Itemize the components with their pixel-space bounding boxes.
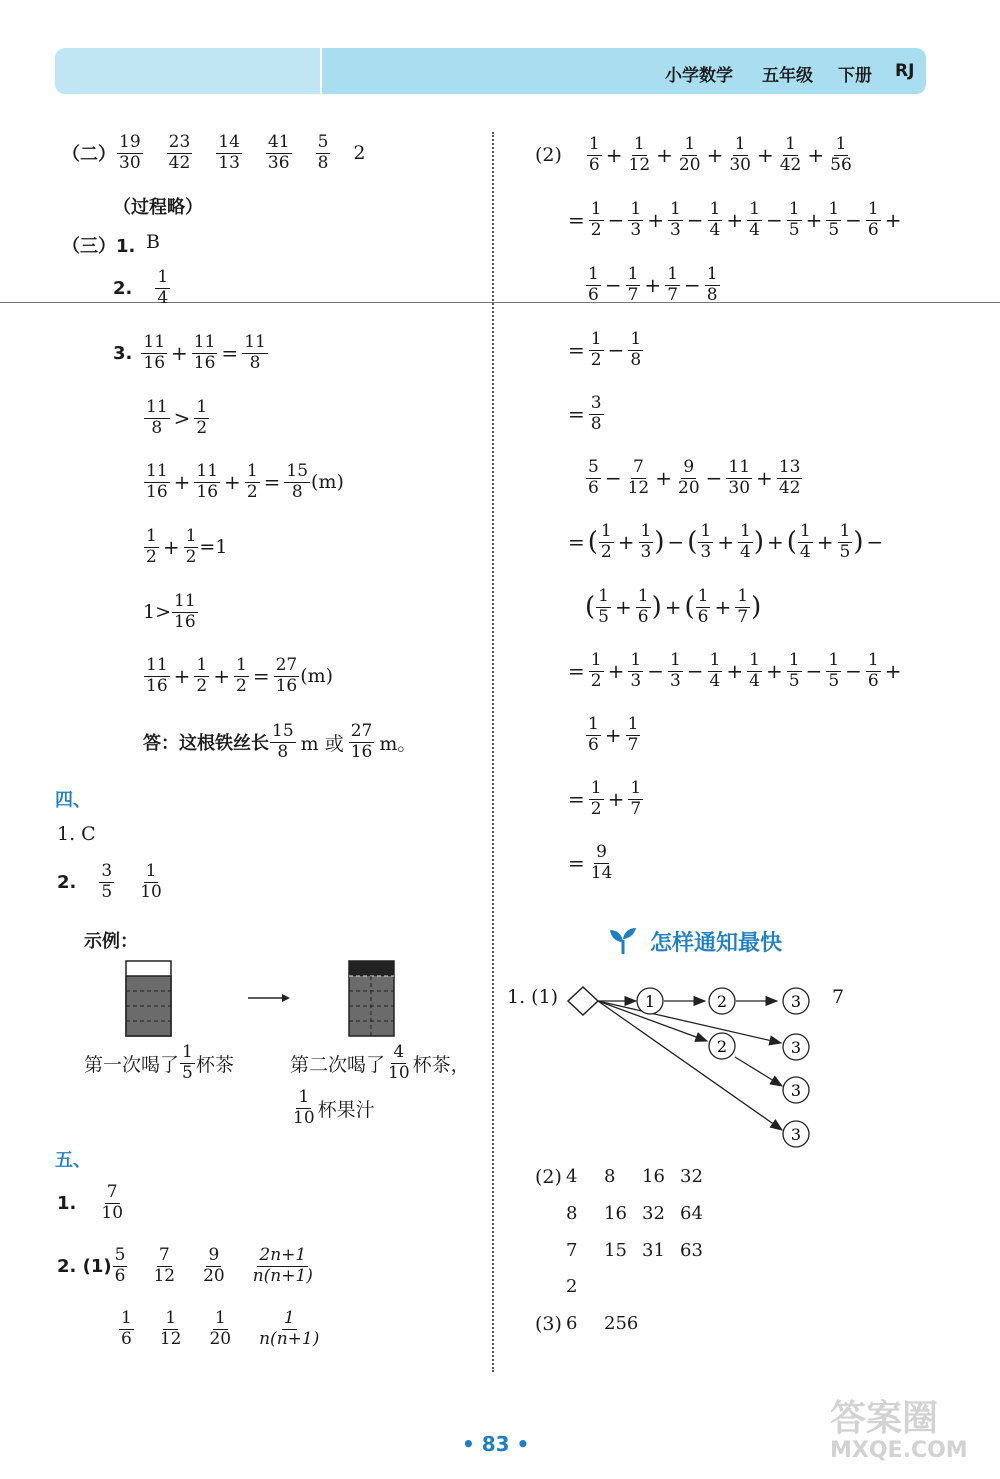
sec3-3-eq1: 3. $\frac{11}{16}$ + $\frac{11}{16}$ = $\frac{11}{8}$ <box>113 332 266 373</box>
node-label: 3 <box>790 1125 802 1144</box>
node-label: 3 <box>790 1081 802 1100</box>
cup-diagram <box>120 958 420 1040</box>
diamond-node <box>568 987 598 1015</box>
sec5-q1: 1. $\frac{7}{10}$ <box>57 1182 124 1223</box>
node-label: 2 <box>716 1037 728 1056</box>
node-label: 3 <box>790 992 802 1011</box>
node-label: 2 <box>716 992 728 1011</box>
sec2-row: （二） $\frac{19}{30}$ $\frac{23}{42}$ $\frac{14}{13}$ $\frac{41}{36}$ $\frac{5}{8}$ 2 <box>62 132 366 173</box>
q2-row-1: 4 8 16 32 <box>566 1166 703 1187</box>
sec3-ans1: B <box>146 231 160 253</box>
r-eq2: = $\frac{1}{2}$ − $\frac{1}{3}$ + $\frac{1}{3}$ − $\frac{1}{4}$ + $\frac{1}{4}$ − $\frac{1}{5}$ + $\frac{1}{5}$ − $\frac{1}{6}$ + <box>568 199 902 240</box>
q3-label: (3) <box>535 1313 562 1335</box>
sec3-answer: 答：这根铁丝长 $\frac{15}{8}$ m 或 $\frac{27}{16}$ m。 <box>143 721 417 762</box>
example-label: 示例： <box>84 931 138 952</box>
sec4-q1: 1. C <box>57 823 96 845</box>
header-grade: 五年级 <box>762 66 813 86</box>
caption-juice: $\frac{1}{10}$ 杯果汁 <box>293 1087 375 1128</box>
column-divider <box>492 132 494 1372</box>
sec3-2-row: 2. $\frac{1}{4}$ <box>113 267 169 308</box>
cup-first <box>126 961 171 1036</box>
sec5-q2-row2: $\frac{1}{6}$ $\frac{1}{12}$ $\frac{1}{20}$ $\frac{1}{n(n+1)}$ <box>121 1308 320 1349</box>
r-eq5: = $\frac{3}{8}$ <box>568 393 602 434</box>
r-eq8: ( $\frac{1}{5}$ + $\frac{1}{6}$ ) + ( $\frac{1}{6}$ + $\frac{1}{7}$ ) <box>585 586 762 627</box>
r-eq9: = $\frac{1}{2}$ + $\frac{1}{3}$ − $\frac{1}{3}$ − $\frac{1}{4}$ + $\frac{1}{4}$ + $\frac{1}{5}$ − $\frac{1}{5}$ − $\frac{1}{6}$ + <box>568 650 902 691</box>
sec3-3-eq4: $\frac{1}{2}$ + $\frac{1}{2}$ =1 <box>146 526 228 567</box>
header-volume: 下册 <box>838 66 872 86</box>
sec5-label: 五、 <box>55 1150 91 1171</box>
caption-first: 第一次喝了 $\frac{1}{5}$ 杯茶 <box>84 1042 234 1083</box>
sec4-q2: 2. $\frac{3}{5}$ $\frac{1}{10}$ <box>57 861 162 902</box>
r-eq1: (2) $\frac{1}{6}$ + $\frac{1}{12}$ + $\frac{1}{20}$ + $\frac{1}{30}$ + $\frac{1}{42}$ + $\frac{1}{56}$ <box>535 134 852 175</box>
cup-second <box>349 961 394 1036</box>
section-title: 怎样通知最快 <box>650 931 783 956</box>
q2-row-4: 2 <box>566 1276 578 1297</box>
caption-second: 第二次喝了 $\frac{4}{10}$ 杯茶， <box>290 1042 470 1083</box>
q3-values: 6 256 <box>566 1313 639 1334</box>
r-eq11: = $\frac{1}{2}$ + $\frac{1}{7}$ <box>568 778 642 819</box>
node-label: 1 <box>644 992 656 1011</box>
sec3-label: （三）1. <box>62 236 136 257</box>
q2-label: (2) <box>535 1166 562 1188</box>
sprout-icon <box>607 926 639 960</box>
q1-label: 1. (1) <box>507 986 559 1008</box>
q1-answer: 7 <box>832 986 845 1008</box>
r-eq6: $\frac{5}{6}$ − $\frac{7}{12}$ + $\frac{9}{20}$ − $\frac{11}{30}$ + $\frac{13}{42}$ <box>588 457 801 498</box>
watermark-logo: 答案圈 <box>830 1398 939 1439</box>
sec3-3-eq3: $\frac{11}{16}$ + $\frac{11}{16}$ + $\frac{1}{2}$ = $\frac{15}{8}$ (m) <box>146 461 344 502</box>
r-eq7: = ( $\frac{1}{2}$ + $\frac{1}{3}$ ) − ( $\frac{1}{3}$ + $\frac{1}{4}$ ) + ( $\frac{1}{4}$ + $\frac{1}{5}$ ) − <box>568 521 884 562</box>
sec3-3-eq6: $\frac{11}{16}$ + $\frac{1}{2}$ + $\frac{1}{2}$ = $\frac{27}{16}$ (m) <box>146 655 334 696</box>
node-label: 3 <box>790 1038 802 1057</box>
r-eq12: = $\frac{9}{14}$ <box>568 842 613 883</box>
r-eq10: $\frac{1}{6}$ + $\frac{1}{7}$ <box>588 714 639 755</box>
header-subject: 小学数学 <box>665 66 733 86</box>
sec3-3-eq5: 1> $\frac{11}{16}$ <box>143 591 196 632</box>
arrow-right-icon <box>248 994 290 1002</box>
q2-row-2: 8 16 32 64 <box>566 1203 703 1224</box>
header-banner <box>322 48 926 94</box>
header-banner-left <box>55 48 320 94</box>
q2-row-3: 7 15 31 63 <box>566 1240 703 1261</box>
header-edition: RJ <box>895 61 915 81</box>
process-omitted: （过程略） <box>113 197 203 218</box>
sec4-label: 四、 <box>55 790 91 811</box>
r-eq4: = $\frac{1}{2}$ − $\frac{1}{8}$ <box>568 329 642 370</box>
page-number: • 83 • <box>462 1432 530 1456</box>
notification-diagram <box>560 982 820 1154</box>
sec5-q2-row1: 2. (1) $\frac{5}{6}$ $\frac{7}{12}$ $\frac{9}{20}$ $\frac{2n+1}{n(n+1)}$ <box>57 1245 313 1286</box>
r-eq3: $\frac{1}{6}$ − $\frac{1}{7}$ + $\frac{1}{7}$ − $\frac{1}{8}$ <box>588 264 718 305</box>
watermark-url: MXQE.COM <box>830 1438 968 1463</box>
sec3-3-eq2: $\frac{11}{8}$ > $\frac{1}{2}$ <box>146 397 208 438</box>
